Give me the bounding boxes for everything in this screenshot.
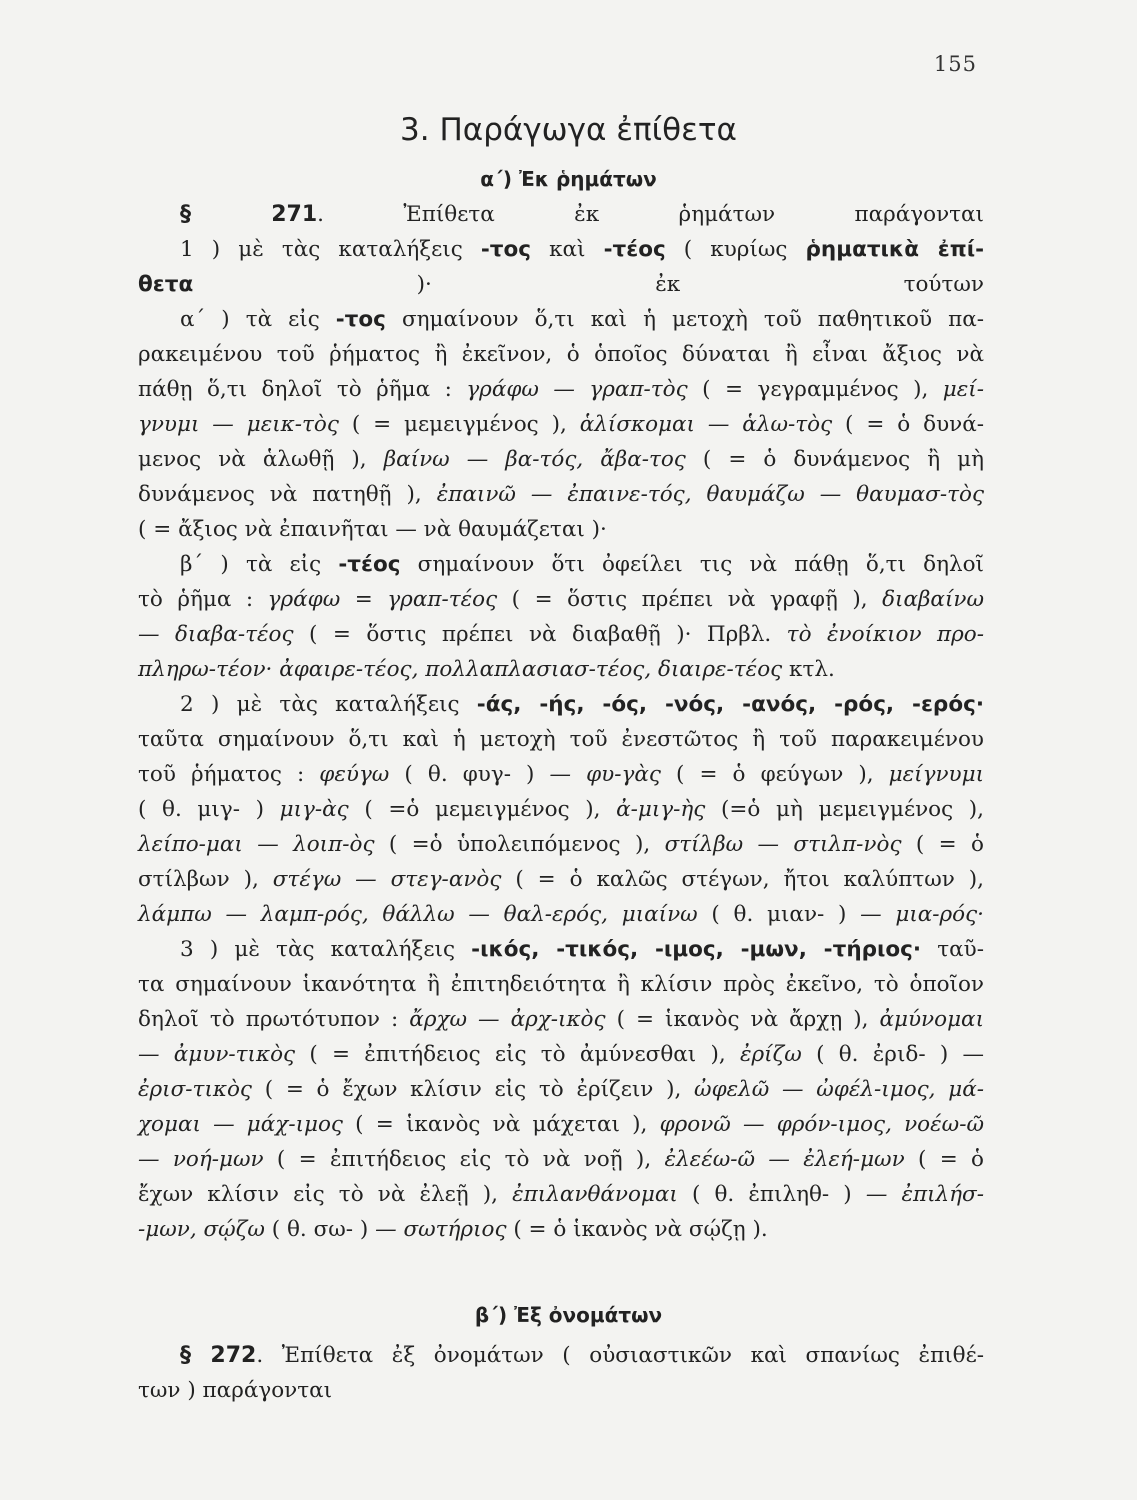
text-run: πάθῃ ὅ,τι δηλοῖ τὸ ῥῆμα : [138,377,467,402]
text-line [138,442,984,477]
example-word: γράφω = γραπ-τέος [267,587,498,612]
example-word: πληρω-τέον· ἀφαιρε-τέος, πολλαπλασιασ-τέος, διαιρε-τέος [138,657,783,682]
text-run: ( = ὁ δυνάμενος ἢ μὴ [685,447,985,472]
example-word: διαβαίνω [882,587,984,612]
example-word: χομαι — μάχ-ιμος [138,1112,343,1137]
text-line [138,477,984,512]
example-word: ἐπιλανθάνομαι [512,1182,678,1207]
text-run: . Ἐπίθετα ἐξ ὀνομάτων ( οὐσιαστικῶν καὶ σπανίως ἐπιθέ- [256,1343,984,1368]
example-word: γράφω — γραπ-τὸς [466,377,688,402]
text-run: ( θ. μιγ- ) [138,797,280,822]
text-line [138,1037,984,1072]
text-run: κτλ. [782,657,835,682]
example-word: — διαβα-τέος [138,622,294,647]
text-run: σημαίνουν ὅ,τι καὶ ἡ μετοχὴ τοῦ παθητικοῦ πα- [385,307,984,332]
text-run: ρακειμένου τοῦ ῥήματος ἢ ἐκεῖνον, ὁ ὁποῖος δύναται ἢ εἶναι ἄξιος νὰ [138,342,984,367]
bold-term: -τέος [603,237,666,262]
text-run: ( = ἐπιτήδειος εἰς τὸ νὰ νοῇ ), [263,1147,665,1172]
text-run: καὶ [531,237,604,262]
text-line [138,512,984,547]
text-run: στίλβων ), [138,867,273,892]
section-number: § 272 [180,1343,257,1368]
text-line [138,407,984,442]
example-word: ἄρχω — ἀρχ-ικὸς [409,1007,606,1032]
text-line [138,547,984,582]
subheading-from-nouns: β΄) Ἐξ ὀνομάτων [474,1303,663,1327]
text-line [138,1072,984,1107]
text-line [138,897,984,932]
text-line [138,337,984,372]
text-run: ( = ὅστις πρέπει νὰ γραφῇ ), [497,587,883,612]
text-run: δυνάμενος νὰ πατηθῇ ), [138,482,437,507]
example-word: γνυμι — μεικ-τὸς [138,412,339,437]
text-run: δηλοῖ τὸ πρωτότυπον : [138,1007,410,1032]
text-run: ἔχων κλίσιν εἰς τὸ νὰ ἐλεῇ ), [138,1182,513,1207]
text-line [138,582,984,617]
text-line [138,862,984,897]
text-run: ( = ὁ ἔχων κλίσιν εἰς τὸ ἐρίζειν ), [251,1077,695,1102]
example-word: τὸ ἐνοίκιον προ- [786,622,984,647]
text-run: τὸ ῥῆμα : [138,587,268,612]
text-line [138,827,984,862]
section-heading: 3. Παράγωγα ἐπίθετα [400,112,737,148]
text-line [138,302,984,337]
section-number: § 271 [180,202,318,227]
text-line [138,1107,984,1142]
text-run: ( = ὁ [901,832,984,857]
example-word: -μων, σῴζω [138,1217,265,1242]
bold-term: ῥηματικὰ ἐπί- [805,237,984,262]
bold-term: -τος [335,307,386,332]
text-line [138,1212,984,1247]
text-run: ( θ. ἐπιληθ- ) [677,1182,866,1207]
text-run: 1 ) μὲ τὰς καταλήξεις [180,237,481,262]
text-run: ( θ. ἐριδ- ) — [801,1042,984,1067]
text-run: ταῦ- [921,937,984,962]
example-word: — νοή-μων [138,1147,264,1172]
text-run: τοῦ ῥήματος : [138,762,320,787]
text-run: των ) παράγονται [138,1378,333,1403]
bold-term: -τέος [338,552,401,577]
text-line [138,1373,984,1408]
text-run: ( = ὁ δυνά- [832,412,984,437]
example-word: ἀμύνομαι [879,1007,984,1032]
bold-term: -άς, -ής, -ός, -νός, -ανός, -ρός, -ερός· [476,692,985,717]
bold-term: -τος [480,237,531,262]
text-line [138,792,984,827]
example-word: ἐπαινῶ — ἐπαινε-τός, θαυμάζω — θαυμασ-τὸς [436,482,985,507]
text-line [138,722,984,757]
text-line [138,687,984,722]
example-word: λείπο-μαι — λοιπ-ὸς [138,832,375,857]
example-word: στέγω — στεγ-ανὸς [272,867,502,892]
example-word: στίλβω — στιλπ-νὸς [664,832,902,857]
text-line [138,1338,984,1373]
text-run: 2 ) μὲ τὰς καταλήξεις [180,692,477,717]
example-word: — μια-ρός· [860,902,984,927]
example-word: μείγνυμι [888,762,985,787]
text-line [138,372,984,407]
text-run: ( = ἐπιτήδειος εἰς τὸ ἀμύνεσθαι ), [295,1042,740,1067]
text-run: ( = ἱκανὸς νὰ μάχεται ), [342,1112,660,1137]
text-line [138,652,984,687]
text-run: ( θ. σω- ) [264,1217,376,1242]
page-number: 155 [933,52,977,76]
text-run: τα σημαίνουν ἱκανότητα ἢ ἐπιτηδειότητα ἢ κλίσιν πρὸς ἐκεῖνο, τὸ ὁποῖον [138,972,984,997]
bold-term: -ικός, -τικός, -ιμος, -μων, -τήριος· [471,937,922,962]
bold-term: θετα [138,272,194,297]
text-line [138,1002,984,1037]
text-run: ( = ἱκανὸς νὰ ἄρχῃ ), [605,1007,880,1032]
text-line [138,1142,984,1177]
example-word: — φυ-γὰς [549,762,661,787]
example-word: ἀ-μιγ-ὴς [616,797,706,822]
text-line [138,932,984,967]
text-run: ( = ὁ ἱκανὸς νὰ σῴζῃ ). [506,1217,768,1242]
text-run: ( = ἄξιος νὰ ἐπαινῆται — νὰ θαυμάζεται )· [138,517,607,542]
example-word: φεύγω [319,762,390,787]
example-word: — σωτήριος [375,1217,507,1242]
example-word: ἐλεέω-ῶ — ἐλεή-μων [664,1147,905,1172]
example-word: ἐρίζω [740,1042,802,1067]
text-run: ( = ὁ καλῶς στέγων, ἤτοι καλύπτων ), [501,867,984,892]
text-run: ( = ὁ φεύγων ), [660,762,889,787]
text-run: (=ὁ μὴ μεμειγμένος ), [705,797,984,822]
text-run: ( κυρίως [665,237,806,262]
text-run: ( =ὁ μεμειγμένος ), [348,797,617,822]
example-word: — ἀμυν-τικὸς [138,1042,296,1067]
text-line [138,197,984,232]
text-run: ( =ὁ ὑπολειπόμενος ), [374,832,665,857]
text-run: ( = μεμειγμένος ), [338,412,580,437]
example-word: ὠφελῶ — ὠφέλ-ιμος, μά- [694,1077,984,1102]
text-run: μενος νὰ ἁλωθῇ ), [138,447,384,472]
text-run: ( = ὅστις πρέπει νὰ διαβαθῇ )· Πρβλ. [293,622,787,647]
subheading-from-verbs: α΄) Ἐκ ῥημάτων [480,167,657,191]
example-word: — ἐπιλήσ- [865,1182,984,1207]
example-word: φρονῶ — φρόν-ιμος, νοέω-ῶ [659,1112,984,1137]
text-run: ( = γεγραμμένος ), [687,377,943,402]
text-run: ( = ὁ [904,1147,984,1172]
example-word: μιγ-ὰς [279,797,349,822]
example-word: ἁλίσκομαι — ἁλω-τὸς [579,412,833,437]
text-run: )· ἐκ τούτων [193,272,984,297]
text-run: α΄ ) τὰ εἰς [180,307,336,332]
example-word: βαίνω — βα-τός, ἄβα-τος [383,447,686,472]
text-line [138,267,984,302]
text-run: ταῦτα σημαίνουν ὅ,τι καὶ ἡ μετοχὴ τοῦ ἐνεστῶτος ἢ τοῦ παρακειμένου [138,727,984,752]
paragraph-271 [138,197,984,1247]
text-run: σημαίνουν ὅτι ὀφείλει τις νὰ πάθῃ ὅ,τι δηλοῖ [400,552,984,577]
text-line [138,757,984,792]
example-word: ἐρισ-τικὸς [138,1077,252,1102]
text-line [138,1177,984,1212]
example-word: μεί- [942,377,984,402]
text-run: . Ἐπίθετα ἐκ ῥημάτων παράγονται [317,202,984,227]
text-line [138,967,984,1002]
text-run: 3 ) μὲ τὰς καταλήξεις [180,937,472,962]
text-line [138,232,984,267]
paragraph-272 [138,1338,984,1408]
text-line [138,617,984,652]
text-run: ( θ. μιαν- ) [697,902,861,927]
example-word: λάμπω — λαμπ-ρός, θάλλω — θαλ-ερός, μιαίνω [138,902,698,927]
text-run: β΄ ) τὰ εἰς [180,552,339,577]
text-run: ( θ. φυγ- ) [389,762,550,787]
